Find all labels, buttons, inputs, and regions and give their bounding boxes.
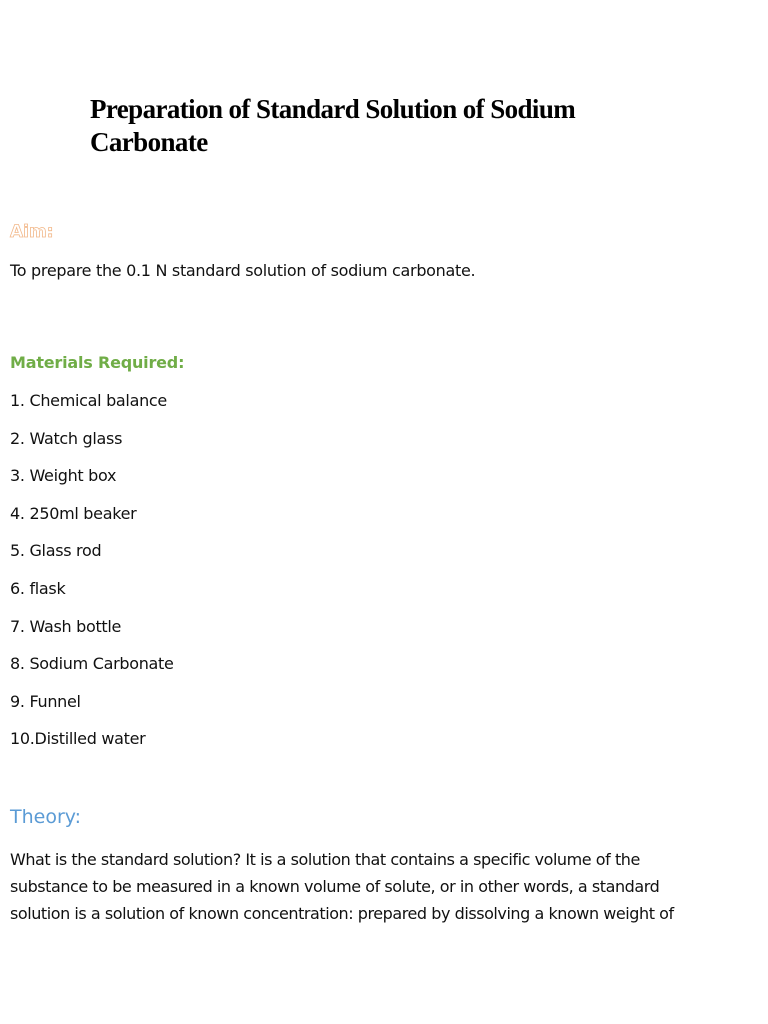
list-item: 3. Weight box	[10, 466, 117, 486]
theory-line: solution is a solution of known concentration: prepared by dissolving a known weight of	[10, 904, 674, 923]
list-item: 1. Chemical balance	[10, 391, 167, 410]
list-item: 10.Distilled water	[10, 729, 146, 749]
theory-heading: Theory:	[10, 806, 82, 828]
list-item: 4. 250ml beaker	[10, 503, 137, 523]
list-item: 9. Funnel	[10, 691, 81, 711]
materials-list	[10, 390, 174, 766]
aim-heading: Aim:	[10, 222, 54, 242]
theory-line: What is the standard solution? It is a solution that contains a specific volume of the	[10, 850, 640, 869]
list-item: 7. Wash bottle	[10, 616, 122, 636]
list-item: 8. Sodium Carbonate	[10, 654, 174, 674]
theory-paragraph	[10, 846, 750, 927]
list-item: 6. flask	[10, 578, 66, 598]
aim-text: To prepare the 0.1 N standard solution of sodium carbonate.	[10, 261, 476, 280]
page-title: Preparation of Standard Solution of Sodium Carbonate	[90, 94, 576, 157]
list-item: 2. Watch glass	[10, 428, 123, 448]
list-item: 5. Glass rod	[10, 541, 102, 561]
materials-heading: Materials Required:	[10, 353, 185, 372]
theory-line: substance to be measured in a known volume of solute, or in other words, a standard	[10, 877, 660, 896]
